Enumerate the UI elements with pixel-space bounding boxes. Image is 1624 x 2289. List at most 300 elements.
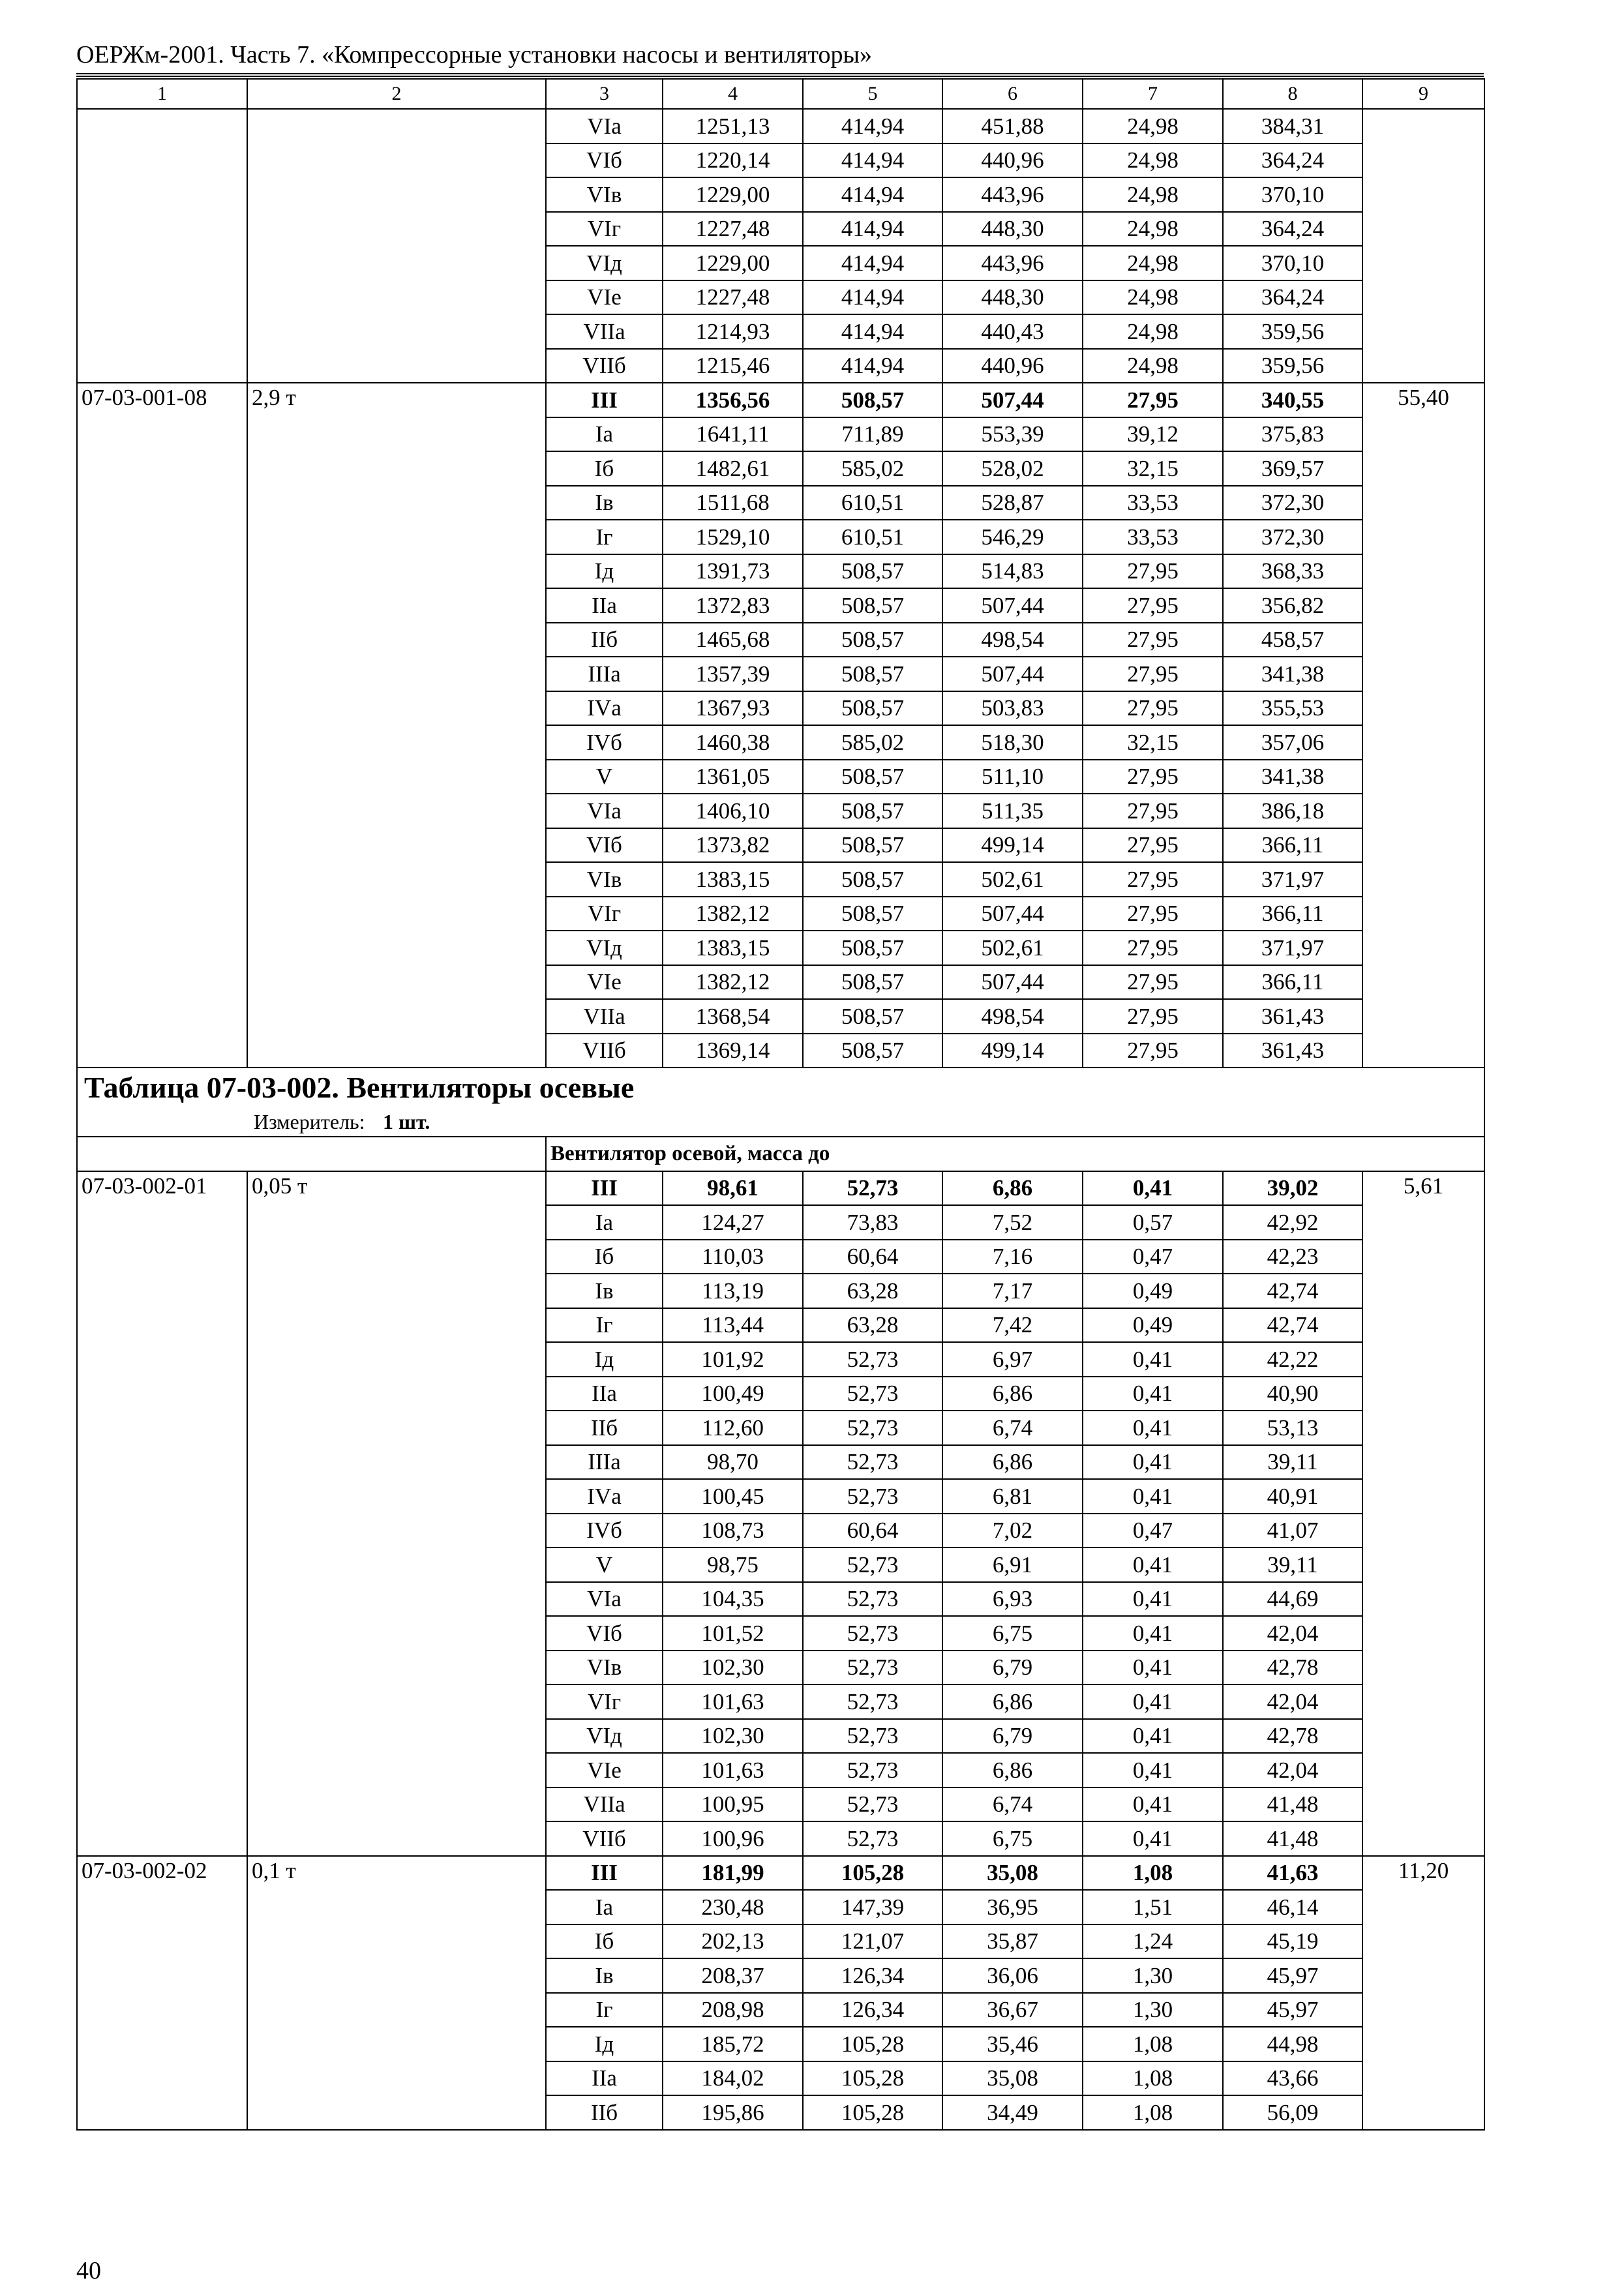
value-cell: 52,73 [803,1479,942,1514]
value-cell: 27,95 [1083,760,1223,794]
value-cell: 27,95 [1083,554,1223,589]
page-number: 40 [76,2257,101,2284]
zone-cell: VIIа [546,314,663,349]
value-cell: 230,48 [663,1890,803,1924]
running-header: ОЕРЖм-2001. Часть 7. «Компрессорные установки насосы и вентиляторы» [76,41,873,68]
value-cell: 370,10 [1223,246,1362,280]
value-cell: 364,24 [1223,280,1362,315]
value-cell: 0,41 [1083,1445,1223,1480]
zone-cell: IIа [546,1377,663,1411]
zone-cell: IVа [546,1479,663,1514]
zone-cell: Iд [546,1342,663,1377]
value-cell: 39,02 [1223,1171,1362,1206]
zone-cell: VIе [546,1753,663,1788]
value-cell: 502,61 [942,862,1083,897]
value-cell: 45,19 [1223,1924,1362,1959]
value-cell: 42,74 [1223,1308,1362,1343]
value-cell: 105,28 [803,2095,942,2130]
mass-value: 2,9 т [247,383,546,1068]
value-cell: 1251,13 [663,109,803,143]
value-cell: 508,57 [803,760,942,794]
value-cell: 24,98 [1083,177,1223,212]
value-cell: 52,73 [803,1377,942,1411]
value-cell: 0,41 [1083,1411,1223,1445]
value-cell: 499,14 [942,1034,1083,1068]
value-cell: 508,57 [803,794,942,828]
zone-cell: IVа [546,691,663,726]
value-cell: 43,66 [1223,2061,1362,2096]
table-row [77,109,1484,143]
zone-cell: VIв [546,1651,663,1685]
value-cell: 1,51 [1083,1890,1223,1924]
value-cell: 124,27 [663,1205,803,1240]
zone-cell: Iв [546,1958,663,1993]
value-cell: 364,24 [1223,143,1362,178]
value-cell: 110,03 [663,1240,803,1274]
zone-cell: VIб [546,1616,663,1651]
value-cell: 32,15 [1083,725,1223,760]
value-cell: 0,41 [1083,1616,1223,1651]
value-cell: 45,97 [1223,1993,1362,2027]
value-cell: 105,28 [803,2027,942,2061]
value-cell: 60,64 [803,1514,942,1548]
value-cell: 364,24 [1223,212,1362,247]
value-cell: 7,42 [942,1308,1083,1343]
column-number-row [77,79,1484,109]
value-cell: 440,43 [942,314,1083,349]
value-cell: 42,78 [1223,1651,1362,1685]
value-cell: 341,38 [1223,657,1362,691]
value-cell: 35,46 [942,2027,1083,2061]
value-cell: 24,98 [1083,109,1223,143]
column-number: 6 [942,79,1083,109]
zone-cell: VIIб [546,1821,663,1856]
value-cell: 27,95 [1083,657,1223,691]
value-cell: 42,22 [1223,1342,1362,1377]
value-cell: 39,11 [1223,1445,1362,1480]
value-cell: 1465,68 [663,623,803,657]
value-cell: 448,30 [942,280,1083,315]
value-cell: 7,52 [942,1205,1083,1240]
value-cell: 0,41 [1083,1582,1223,1617]
value-cell: 27,95 [1083,828,1223,863]
value-cell: 1460,38 [663,725,803,760]
value-cell: 440,96 [942,349,1083,383]
value-cell: 553,39 [942,417,1083,452]
zone-cell: Iб [546,1924,663,1959]
zone-cell: IIб [546,1411,663,1445]
value-cell: 27,95 [1083,794,1223,828]
value-cell: 1368,54 [663,999,803,1034]
value-cell: 508,57 [803,554,942,589]
value-cell: 41,07 [1223,1514,1362,1548]
value-cell: 42,23 [1223,1240,1362,1274]
value-cell: 1383,15 [663,931,803,965]
value-cell: 42,78 [1223,1719,1362,1754]
header-rule-2 [76,76,1484,77]
value-cell: 518,30 [942,725,1083,760]
value-cell: 6,81 [942,1479,1083,1514]
value-cell: 24,98 [1083,280,1223,315]
value-cell: 499,14 [942,828,1083,863]
zone-cell: VIд [546,931,663,965]
value-cell: 33,53 [1083,520,1223,554]
value-cell: 371,97 [1223,862,1362,897]
value-cell: 0,41 [1083,1788,1223,1822]
zone-cell: IIб [546,2095,663,2130]
value-cell: 147,39 [803,1890,942,1924]
zone-cell: VIIб [546,349,663,383]
value-cell: 6,74 [942,1788,1083,1822]
value-cell: 546,29 [942,520,1083,554]
zone-cell: VIг [546,212,663,247]
value-cell: 0,41 [1083,1719,1223,1754]
value-cell: 113,44 [663,1308,803,1343]
value-cell: 52,73 [803,1616,942,1651]
value-cell: 0,49 [1083,1308,1223,1343]
value-cell: 1,08 [1083,1856,1223,1891]
value-cell: 36,67 [942,1993,1083,2027]
value-cell: 1382,12 [663,897,803,931]
group-empty [77,1137,546,1171]
value-cell: 508,57 [803,1034,942,1068]
value-cell: 112,60 [663,1411,803,1445]
value-cell: 6,75 [942,1616,1083,1651]
value-cell: 1,24 [1083,1924,1223,1959]
value-cell: 24,98 [1083,349,1223,383]
value-cell: 1391,73 [663,554,803,589]
value-cell: 101,63 [663,1753,803,1788]
zone-cell: Iб [546,451,663,486]
value-cell: 414,94 [803,109,942,143]
mass-value [247,109,546,383]
value-cell: 0,49 [1083,1274,1223,1308]
value-cell: 27,95 [1083,999,1223,1034]
value-cell: 6,75 [942,1821,1083,1856]
value-cell: 100,45 [663,1479,803,1514]
value-cell: 52,73 [803,1548,942,1582]
value-cell: 507,44 [942,383,1083,417]
value-cell: 24,98 [1083,143,1223,178]
zone-cell: VIг [546,897,663,931]
value-cell: 45,97 [1223,1958,1362,1993]
table-title-row [77,1068,1484,1107]
unit-cell [77,1107,1484,1137]
value-cell: 6,86 [942,1684,1083,1719]
value-cell: 359,56 [1223,349,1362,383]
zone-cell: Iб [546,1240,663,1274]
zone-cell: VIб [546,828,663,863]
zone-cell: VIг [546,1684,663,1719]
value-cell: 6,74 [942,1411,1083,1445]
value-cell: 126,34 [803,1993,942,2027]
value-cell: 6,86 [942,1171,1083,1206]
value-cell: 0,47 [1083,1240,1223,1274]
value-cell: 102,30 [663,1719,803,1754]
value-cell: 35,08 [942,1856,1083,1891]
value-cell: 386,18 [1223,794,1362,828]
zone-cell: V [546,760,663,794]
col9-value [1362,109,1484,383]
value-cell: 414,94 [803,280,942,315]
value-cell: 24,98 [1083,314,1223,349]
zone-cell: Iг [546,520,663,554]
value-cell: 1229,00 [663,177,803,212]
zone-cell: VIе [546,280,663,315]
value-cell: 36,06 [942,1958,1083,1993]
value-cell: 508,57 [803,623,942,657]
value-cell: 42,92 [1223,1205,1362,1240]
value-cell: 6,86 [942,1753,1083,1788]
value-cell: 208,98 [663,1993,803,2027]
value-cell: 458,57 [1223,623,1362,657]
unit-label: Измеритель: [254,1110,365,1133]
zone-cell: V [546,1548,663,1582]
table-row [77,1856,1484,1891]
value-cell: 369,57 [1223,451,1362,486]
zone-cell: IIб [546,623,663,657]
value-cell: 0,41 [1083,1342,1223,1377]
value-cell: 507,44 [942,657,1083,691]
value-cell: 27,95 [1083,691,1223,726]
value-cell: 359,56 [1223,314,1362,349]
value-cell: 508,57 [803,862,942,897]
value-cell: 0,57 [1083,1205,1223,1240]
value-cell: 36,95 [942,1890,1083,1924]
value-cell: 1361,05 [663,760,803,794]
value-cell: 52,73 [803,1821,942,1856]
value-cell: 35,87 [942,1924,1083,1959]
unit-value: 1 шт. [383,1110,430,1133]
zone-cell: VIа [546,1582,663,1617]
value-cell: 41,63 [1223,1856,1362,1891]
value-cell: 44,69 [1223,1582,1362,1617]
zone-cell: IVб [546,725,663,760]
value-cell: 511,35 [942,794,1083,828]
value-cell: 371,97 [1223,931,1362,965]
table-row [77,1171,1484,1206]
value-cell: 6,97 [942,1342,1083,1377]
value-cell: 355,53 [1223,691,1362,726]
value-cell: 0,41 [1083,1821,1223,1856]
value-cell: 63,28 [803,1308,942,1343]
value-cell: 181,99 [663,1856,803,1891]
value-cell: 35,08 [942,2061,1083,2096]
zone-cell: IVб [546,1514,663,1548]
value-cell: 366,11 [1223,965,1362,1000]
value-cell: 443,96 [942,246,1083,280]
zone-cell: Iг [546,1308,663,1343]
value-cell: 6,86 [942,1377,1083,1411]
value-cell: 46,14 [1223,1890,1362,1924]
table-title: Таблица 07-03-002. Вентиляторы осевые [77,1068,1484,1107]
value-cell: 0,41 [1083,1171,1223,1206]
value-cell: 105,28 [803,2061,942,2096]
value-cell: 1,08 [1083,2061,1223,2096]
value-cell: 56,09 [1223,2095,1362,2130]
value-cell: 6,86 [942,1445,1083,1480]
value-cell: 39,11 [1223,1548,1362,1582]
col9-value: 11,20 [1362,1856,1484,2130]
value-cell: 1373,82 [663,828,803,863]
value-cell: 98,70 [663,1445,803,1480]
value-cell: 507,44 [942,965,1083,1000]
value-cell: 202,13 [663,1924,803,1959]
zone-cell: IIа [546,588,663,623]
value-cell: 503,83 [942,691,1083,726]
value-cell: 1227,48 [663,212,803,247]
group-row [77,1137,1484,1171]
value-cell: 27,95 [1083,623,1223,657]
value-cell: 44,98 [1223,2027,1362,2061]
value-cell: 366,11 [1223,828,1362,863]
value-cell: 1357,39 [663,657,803,691]
value-cell: 7,02 [942,1514,1083,1548]
column-number: 9 [1362,79,1484,109]
value-cell: 101,52 [663,1616,803,1651]
value-cell: 1227,48 [663,280,803,315]
zone-cell: Iв [546,486,663,520]
value-cell: 40,90 [1223,1377,1362,1411]
value-cell: 1383,15 [663,862,803,897]
value-cell: 1220,14 [663,143,803,178]
value-cell: 375,83 [1223,417,1362,452]
value-cell: 52,73 [803,1171,942,1206]
resource-table [76,78,1485,2131]
group-label: Вентилятор осевой, масса до [546,1137,1484,1171]
value-cell: 711,89 [803,417,942,452]
zone-cell: VIа [546,109,663,143]
value-cell: 24,98 [1083,246,1223,280]
value-cell: 7,16 [942,1240,1083,1274]
value-cell: 1214,93 [663,314,803,349]
value-cell: 440,96 [942,143,1083,178]
column-number: 7 [1083,79,1223,109]
value-cell: 195,86 [663,2095,803,2130]
mass-value: 0,05 т [247,1171,546,1856]
value-cell: 98,61 [663,1171,803,1206]
value-cell: 113,19 [663,1274,803,1308]
column-number: 4 [663,79,803,109]
value-cell: 42,04 [1223,1684,1362,1719]
value-cell: 384,31 [1223,109,1362,143]
zone-cell: III [546,1171,663,1206]
value-cell: 508,57 [803,999,942,1034]
column-number: 3 [546,79,663,109]
zone-cell: IIIа [546,1445,663,1480]
zone-cell: VIIб [546,1034,663,1068]
value-cell: 39,12 [1083,417,1223,452]
zone-cell: Iд [546,2027,663,2061]
value-cell: 105,28 [803,1856,942,1891]
zone-cell: VIе [546,965,663,1000]
value-cell: 528,02 [942,451,1083,486]
value-cell: 63,28 [803,1274,942,1308]
value-cell: 1641,11 [663,417,803,452]
value-cell: 610,51 [803,486,942,520]
value-cell: 1215,46 [663,349,803,383]
value-cell: 1369,14 [663,1034,803,1068]
value-cell: 372,30 [1223,520,1362,554]
table-row [77,383,1484,417]
value-cell: 370,10 [1223,177,1362,212]
value-cell: 0,41 [1083,1377,1223,1411]
value-cell: 511,10 [942,760,1083,794]
value-cell: 1406,10 [663,794,803,828]
col9-value: 55,40 [1362,383,1484,1068]
value-cell: 585,02 [803,725,942,760]
zone-cell: VIб [546,143,663,178]
value-cell: 52,73 [803,1445,942,1480]
value-cell: 208,37 [663,1958,803,1993]
value-cell: 366,11 [1223,897,1362,931]
value-cell: 448,30 [942,212,1083,247]
value-cell: 414,94 [803,246,942,280]
value-cell: 508,57 [803,383,942,417]
value-cell: 52,73 [803,1788,942,1822]
value-cell: 1511,68 [663,486,803,520]
value-cell: 502,61 [942,931,1083,965]
value-cell: 100,96 [663,1821,803,1856]
value-cell: 184,02 [663,2061,803,2096]
column-number: 8 [1223,79,1362,109]
value-cell: 27,95 [1083,383,1223,417]
value-cell: 414,94 [803,314,942,349]
value-cell: 1529,10 [663,520,803,554]
value-cell: 185,72 [663,2027,803,2061]
value-cell: 414,94 [803,143,942,178]
value-cell: 451,88 [942,109,1083,143]
value-cell: 368,33 [1223,554,1362,589]
zone-cell: VIа [546,794,663,828]
value-cell: 507,44 [942,897,1083,931]
value-cell: 414,94 [803,212,942,247]
value-cell: 508,57 [803,897,942,931]
value-cell: 340,55 [1223,383,1362,417]
value-cell: 126,34 [803,1958,942,1993]
value-cell: 1382,12 [663,965,803,1000]
value-cell: 1372,83 [663,588,803,623]
value-cell: 53,13 [1223,1411,1362,1445]
value-cell: 508,57 [803,691,942,726]
zone-cell: VIIа [546,999,663,1034]
value-cell: 357,06 [1223,725,1362,760]
value-cell: 40,91 [1223,1479,1362,1514]
value-cell: 443,96 [942,177,1083,212]
value-cell: 52,73 [803,1684,942,1719]
value-cell: 7,17 [942,1274,1083,1308]
zone-cell: Iв [546,1274,663,1308]
unit-row [77,1107,1484,1137]
value-cell: 361,43 [1223,999,1362,1034]
value-cell: 585,02 [803,451,942,486]
value-cell: 101,63 [663,1684,803,1719]
value-cell: 52,73 [803,1342,942,1377]
column-number: 1 [77,79,247,109]
value-cell: 52,73 [803,1719,942,1754]
zone-cell: IIа [546,2061,663,2096]
value-cell: 0,47 [1083,1514,1223,1548]
value-cell: 1356,56 [663,383,803,417]
value-cell: 27,95 [1083,897,1223,931]
value-cell: 414,94 [803,177,942,212]
value-cell: 507,44 [942,588,1083,623]
value-cell: 104,35 [663,1582,803,1617]
value-cell: 27,95 [1083,931,1223,965]
value-cell: 508,57 [803,828,942,863]
zone-cell: Iд [546,554,663,589]
value-cell: 27,95 [1083,862,1223,897]
